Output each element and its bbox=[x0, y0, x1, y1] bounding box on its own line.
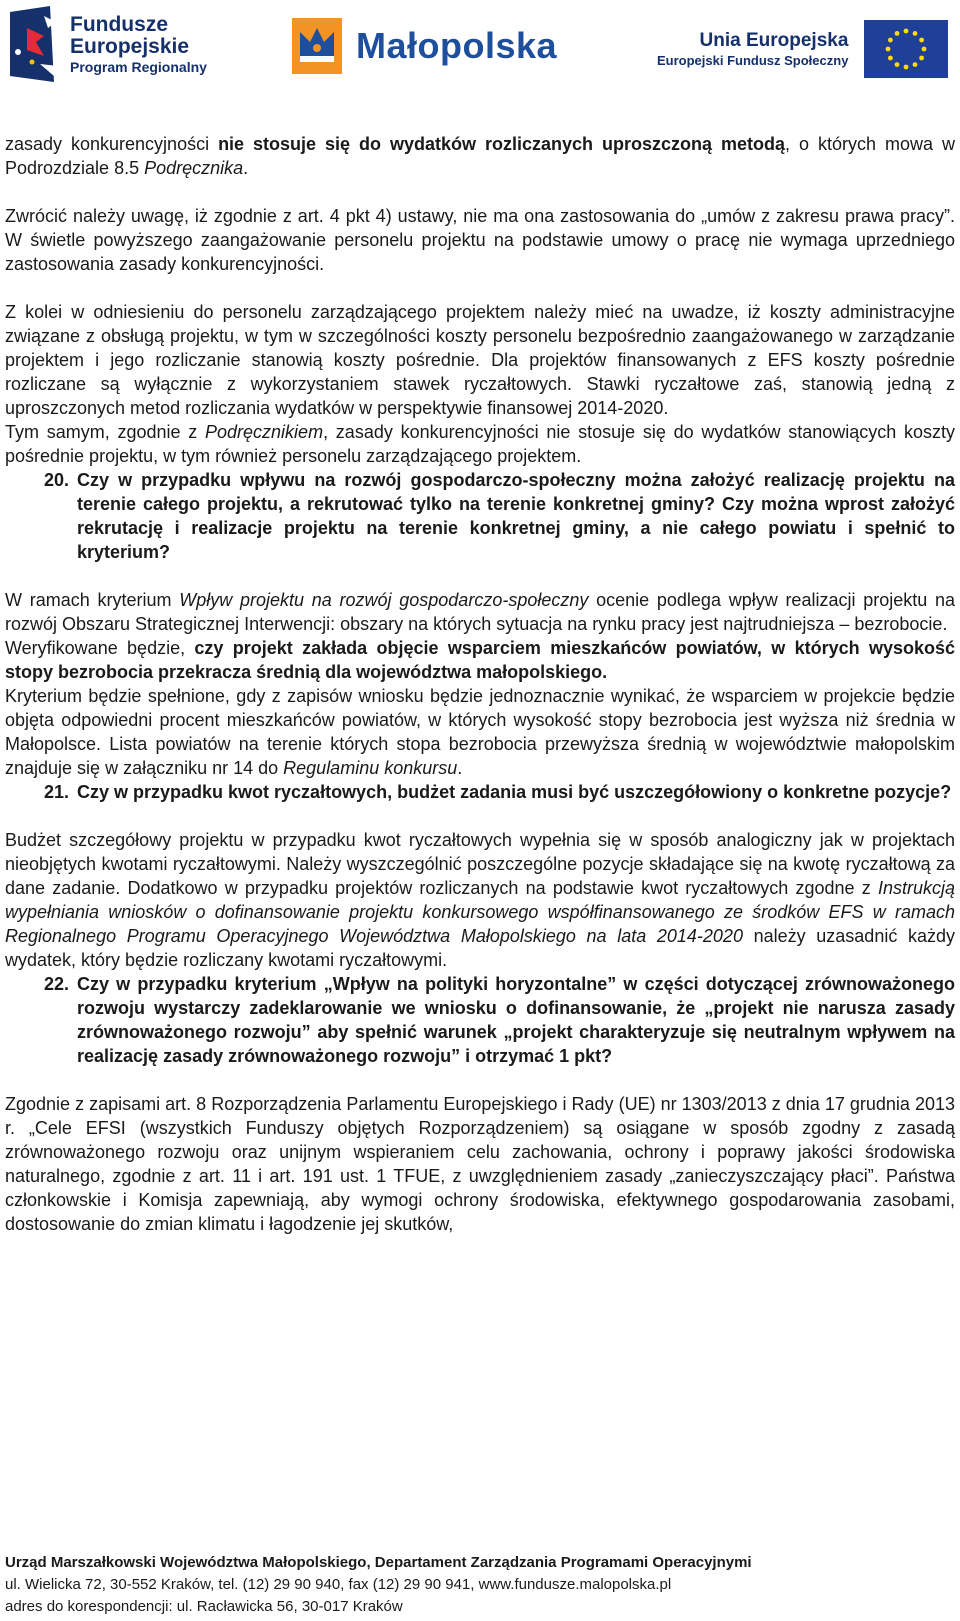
page-header bbox=[0, 0, 960, 92]
p1-text-bold: nie stosuje się do wydatków rozliczanych uproszczoną metodą bbox=[218, 134, 786, 154]
malopolska-logo bbox=[292, 18, 557, 74]
fe-logo-line1: Fundusze bbox=[70, 12, 168, 36]
fe-logo-line3: Program Regionalny bbox=[70, 58, 207, 75]
question-22-text: Czy w przypadku kryterium „Wpływ na polityki horyzontalne” w części dotyczącej zrównoważonego rozwoju wystarczy zadeklarowanie we wniosku o dofinansowanie, że „projekt nie narusza zasady zrównoważonego rozwoju” aby spełnić warunek „projekt charakteryzuje się neutralnym wpływem na realizację zasady zrównoważonego rozwoju” i otrzymać 1 pkt? bbox=[77, 974, 955, 1066]
answer-20-paragraph-1 bbox=[5, 588, 955, 636]
paragraph-2: Zwrócić należy uwagę, iż zgodnie z art. 4 pkt 4) ustawy, nie ma ona zastosowania do „umów z zakresu prawa pracy”. W świetle powyższego zaangażowanie personelu projektu na podstawie umowy o pracę nie wymaga uprzedniego zastosowania zasady konkurencyjności. bbox=[5, 206, 955, 274]
question-22 bbox=[5, 972, 955, 1068]
eu-flag-icon bbox=[864, 20, 948, 78]
a20-1-text-a: W ramach kryterium bbox=[5, 590, 180, 610]
a21-text-italic: Instrukcją wypełniania wniosków o dofinansowanie projektu konkursowego współfinansowanego ze środków EFS w ramach Regionalnego Programu Operacyjnego Województwa Małopolskiego na lata 2014-2020 bbox=[5, 878, 955, 946]
p4-text-c: , zasady konkurencyjności nie stosuje się do wydatków stanowiących koszty pośrednie projektu, w tym również personelu zarządzającego projektem. bbox=[5, 422, 955, 466]
a20-3-text-a: Kryterium będzie spełnione, gdy z zapisów wniosku będzie jednoznacznie wynikać, że wsparciem w projekcie będzie objęta odpowiedni procent mieszkańców powiatów, w których wysokość stopy bezrobocia jest wyższa niż średnia w Małopolsce. Lista powiatów na terenie których stopa bezrobocia przewyższa średnią w województwie małopolskim znajduje się w załączniku nr 14 do bbox=[5, 686, 955, 778]
question-20-number: 20. bbox=[43, 470, 69, 490]
document-body bbox=[5, 132, 955, 1236]
p1-text-c: , o których mowa w Podrozdziale 8.5 bbox=[5, 134, 956, 178]
a20-1-text-c: ocenie podlega wpływ realizacji projektu na rozwój Obszaru Strategicznej Interwencji: obszary na których sytuacja na rynku pracy jest najtrudniejsza – bezrobocie. bbox=[5, 590, 955, 634]
a20-3-text-italic: Regulaminu konkursu bbox=[283, 758, 458, 778]
malopolska-logo-text: Małopolska bbox=[356, 25, 558, 66]
a20-3-text-c: . bbox=[457, 758, 463, 778]
page-footer bbox=[5, 1552, 955, 1618]
answer-20-paragraph-2 bbox=[5, 636, 955, 684]
paragraph-4 bbox=[5, 420, 955, 468]
footer-correspondence-address: adres do korespondencji: ul. Racławicka 56, 30-017 Kraków bbox=[5, 1598, 403, 1615]
a20-2-text-bold: czy projekt zakłada objęcie wsparciem mieszkańców powiatów, w których wysokość stopy bezrobocia przekracza średnią dla województwa małopolskiego. bbox=[5, 638, 955, 682]
a21-text-c: należy uzasadnić każdy wydatek, który będzie rozliczany kwotami ryczałtowymi. bbox=[5, 926, 955, 970]
answer-22: Zgodnie z zapisami art. 8 Rozporządzenia Parlamentu Europejskiego i Rady (UE) nr 1303/2013 z dnia 17 grudnia 2013 r. „Cele EFSI (wszystkich Funduszy objętych Rozporządzeniem) są osiągane w sposób zgodny z zasadą zrównoważonego rozwoju oraz unijnym wspieraniem celu zachowania, ochrony i poprawy jakości środowiska naturalnego, zgodnie z art. 11 i art. 191 ust. 1 TFUE, z uwzględnieniem zasady „zanieczyszczający płaci”. Państwa członkowskie i Komisja zapewniają, aby wymogi ochrony środowiska, efektywnego gospodarowania zasobami, dostosowanie do zmian klimatu i łagodzenie jej skutków, bbox=[5, 1094, 955, 1234]
footer-institution: Urząd Marszałkowski Województwa Małopolskiego, Departament Zarządzania Programami Operacyjnymi bbox=[5, 1554, 752, 1571]
answer-21 bbox=[5, 828, 955, 972]
question-20-text: Czy w przypadku wpływu na rozwój gospodarczo-społeczny można założyć realizację projektu na terenie całego projektu, a rekrutować tylko na terenie konkretnej gminy? Czy można wprost założyć rekrutację i realizacje projektu na terenie konkretnej gminy, a nie całego powiatu i spełnić to kryterium? bbox=[77, 470, 955, 562]
paragraph-1 bbox=[5, 132, 955, 180]
answer-20-paragraph-3 bbox=[5, 684, 955, 780]
p4-text-a: Tym samym, zgodnie z bbox=[5, 422, 206, 442]
a20-2-text-a: Weryfikowane będzie, bbox=[5, 638, 195, 658]
question-21-number: 21. bbox=[43, 782, 69, 802]
a21-text-a: Budżet szczegółowy projektu w przypadku kwot ryczałtowych wypełnia się w sposób analogiczny jak w projektach nieobjętych kwotami ryczałtowymi. Należy wyszczególnić poszczególne pozycje składające się na kwotę ryczałtową za dane zadanie. Dodatkowo w przypadku projektów rozliczanych na podstawie kwot ryczałtowych zgodne z bbox=[5, 830, 955, 898]
fundusze-europejskie-logo bbox=[10, 6, 207, 82]
malopolska-crown-icon bbox=[292, 18, 342, 74]
ue-logo-line1: Unia Europejska bbox=[699, 29, 849, 51]
fundusze-europejskie-emblem-icon bbox=[10, 6, 60, 82]
question-21 bbox=[5, 780, 955, 804]
ue-logo-line2: Europejski Fundusz Społeczny bbox=[657, 52, 849, 68]
question-20 bbox=[5, 468, 955, 564]
paragraph-3: Z kolei w odniesieniu do personelu zarządzającego projektem należy mieć na uwadze, iż koszty administracyjne związane z obsługą projektu, w tym w szczególności koszty personelu bezpośrednio zaangażowanego w zarządzanie projektem i jego rozliczanie stanowią koszty pośrednie. Dla projektów finansowanych z EFS koszty pośrednie rozliczane są wyłącznie z wykorzystaniem stawek ryczałtowych. Stawki ryczałtowe zaś, stanowią jedną z uproszczonych metod rozliczania wydatków w perspektywie finansowej 2014-2020. bbox=[5, 302, 955, 418]
question-22-number: 22. bbox=[43, 974, 69, 994]
unia-europejska-logo bbox=[657, 20, 948, 78]
p4-text-italic: Podręcznikiem bbox=[205, 422, 324, 442]
fe-logo-line2: Europejskie bbox=[70, 34, 190, 58]
question-21-text: Czy w przypadku kwot ryczałtowych, budżet zadania musi być uszczegółowiony o konkretne pozycje? bbox=[77, 782, 952, 802]
a20-1-text-italic: Wpływ projektu na rozwój gospodarczo-społeczny bbox=[179, 590, 589, 610]
footer-address: ul. Wielicka 72, 30-552 Kraków, tel. (12) 29 90 940, fax (12) 29 90 941, www.fundusze.malopolska.pl bbox=[5, 1576, 672, 1593]
p1-text-italic: Podręcznika bbox=[144, 158, 244, 178]
p1-text-e: . bbox=[243, 158, 249, 178]
p1-text-a: zasady konkurencyjności bbox=[5, 134, 219, 154]
